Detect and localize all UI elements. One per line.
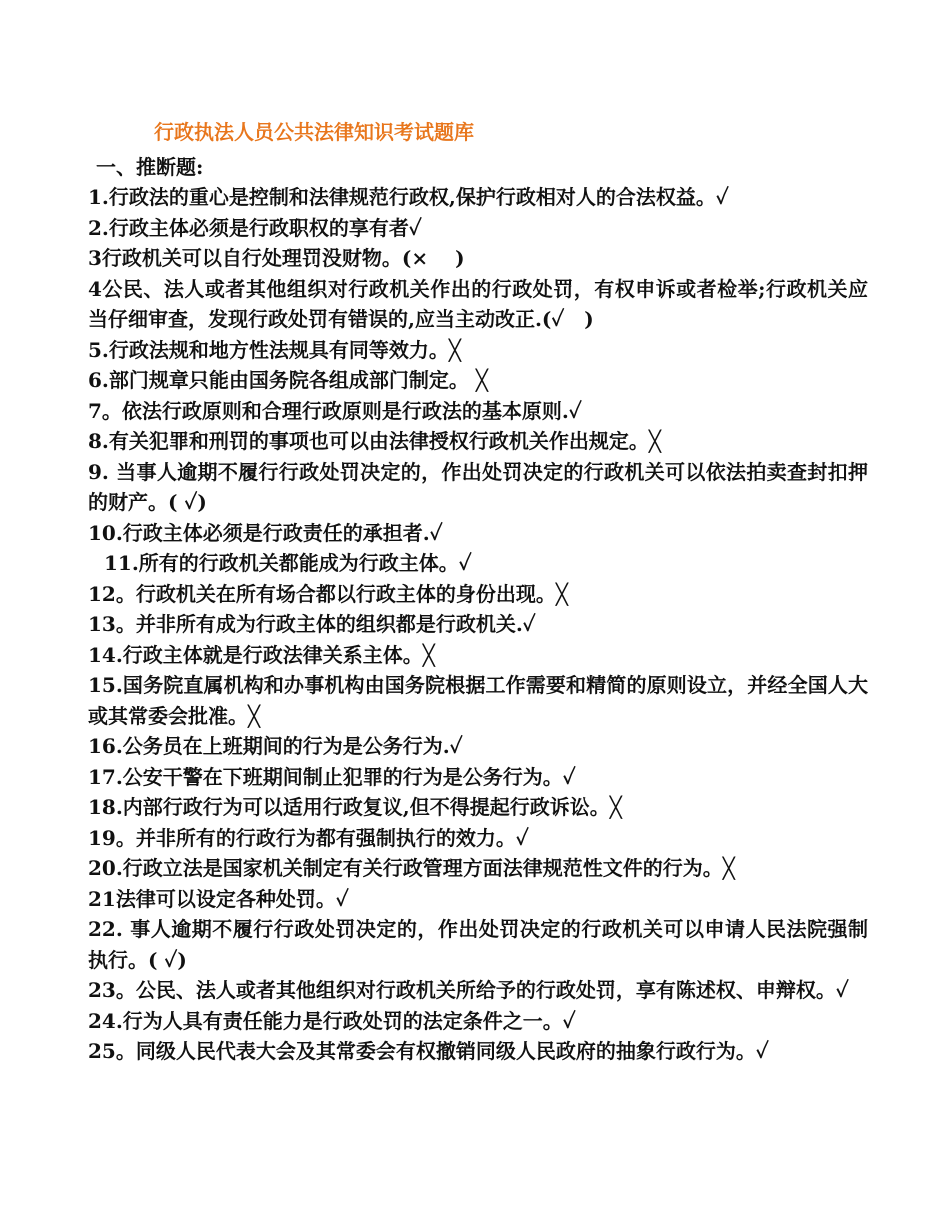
document-title: 行政执法人员公共法律知识考试题库 [154,120,474,144]
question-item: 5.行政法规和地方性法规具有同等效力。╳ [88,337,461,362]
question-item: 8.有关犯罪和刑罚的事项也可以由法律授权行政机关作出规定。╳ [88,429,661,453]
question-item: 7。依法行政原则和合理行政原则是行政法的基本原则.✓ [88,398,582,423]
question-item: 2.行政主体必须是行政职权的享有者✓ [88,215,422,240]
question-item: 16.公务员在上班期间的行为是公务行为.✓ [88,734,463,758]
question-item: 12。行政机关在所有场合都以行政主体的身份出现。╳ [88,581,568,606]
question-item: 20.行政立法是国家机关制定有关行政管理方面法律规范性文件的行为。╳ [88,856,735,880]
question-item: 19。并非所有的行政行为都有强制执行的效力。✓ [88,825,529,850]
question-item: 9. 当事人逾期不履行行政处罚决定的，作出处罚决定的行政机关可以依法拍卖查封扣押的财产。( ✓) [88,459,868,514]
question-item: 10.行政主体必须是行政责任的承担者.✓ [88,520,443,545]
question-item: 23。公民、法人或者其他组织对行政机关所给予的行政处罚，享有陈述权、申辩权。✓ [88,978,849,1002]
document-page [88,112,868,1067]
question-item: 6.部门规章只能由国务院各组成部门制定。 ╳ [88,368,488,392]
question-item: 1.行政法的重心是控制和法律规范行政权,保护行政相对人的合法权益。✓ [88,185,729,209]
question-item: 21法律可以设定各种处罚。✓ [88,886,349,911]
question-item: 17.公安干警在下班期间制止犯罪的行为是公务行为。✓ [88,764,576,789]
question-item: 11.所有的行政机关都能成为行政主体。✓ [104,551,472,575]
question-item: 13。并非所有成为行政主体的组织都是行政机关.✓ [88,612,536,636]
question-item: 3行政机关可以自行处理罚没财物。(× ) [88,246,465,270]
question-item: 25。同级人民代表大会及其常委会有权撤销同级人民政府的抽象行政行为。✓ [88,1039,769,1063]
question-item: 15.国务院直属机构和办事机构由国务院根据工作需要和精简的原则设立，并经全国人大或其常委会批准。╳ [88,673,868,728]
section-heading: 一、推断题: [96,155,204,179]
question-item: 4公民、法人或者其他组织对行政机关作出的行政处罚，有权申诉或者检举;行政机关应当仔细审查，发现行政处罚有错误的,应当主动改正.(✓ ) [88,276,868,331]
question-item: 22. 事人逾期不履行行政处罚决定的，作出处罚决定的行政机关可以申请人民法院强制执行。( ✓) [88,917,868,972]
question-item: 14.行政主体就是行政法律关系主体。╳ [88,642,435,667]
question-item: 24.行为人具有责任能力是行政处罚的法定条件之一。✓ [88,1008,576,1033]
question-item: 18.内部行政行为可以适用行政复议,但不得提起行政诉讼。╳ [88,795,622,819]
